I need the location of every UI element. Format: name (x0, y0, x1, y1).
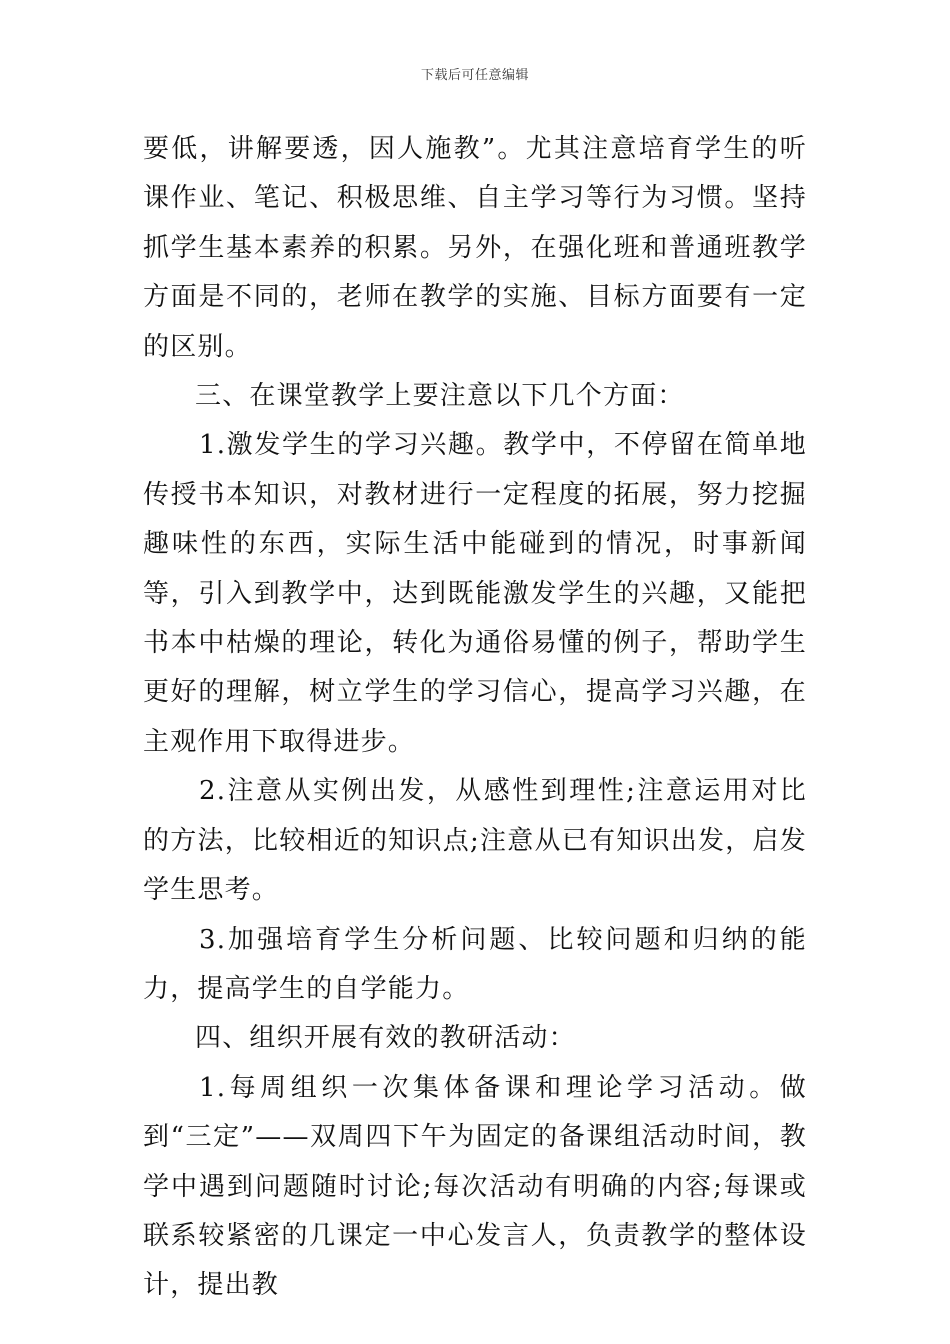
page-header: 下载后可任意编辑 (420, 68, 529, 83)
paragraph-continuation: 要低，讲解要透，因人施教”。尤其注意培育学生的听课作业、笔记、积极思维、自主学习等行为习惯。坚持抓学生基本素养的积累。另外，在强化班和普通班教学方面是不同的，老师在教学的实施、目标方面要有一定的区别。 (143, 134, 807, 362)
section-heading-four: 四、组织开展有效的教研活动： (195, 1023, 576, 1054)
list-item-interest: 1.激发学生的学习兴趣。教学中，不停留在简单地传授书本知识，对教材进行一定程度的拓展，努力挖掘趣味性的东西，实际生活中能碰到的情况，时事新闻等，引入到教学中，达到既能激发学生的兴趣，又能把书本中枯燥的理论，转化为通俗易懂的例子，帮助学生更好的理解，树立学生的学习信心，提高学习兴趣，在主观作用下取得进步。 (143, 430, 807, 757)
list-item-analysis: 3.加强培育学生分析问题、比较问题和归纳的能力，提高学生的自学能力。 (143, 924, 807, 1004)
document-body (143, 125, 807, 1311)
list-item-weekly-prep: 1.每周组织一次集体备课和理论学习活动。做到“三定”——双周四下午为固定的备课组活动时间，教学中遇到问题随时讨论;每次活动有明确的内容;每课或联系较紧密的几课定一中心发言人，负责教学的整体设计，提出教 (143, 1072, 807, 1301)
list-item-examples: 2.注意从实例出发，从感性到理性;注意运用对比的方法，比较相近的知识点;注意从已有知识出发，启发学生思考。 (143, 776, 807, 906)
section-heading-three: 三、在课堂教学上要注意以下几个方面： (195, 381, 685, 412)
